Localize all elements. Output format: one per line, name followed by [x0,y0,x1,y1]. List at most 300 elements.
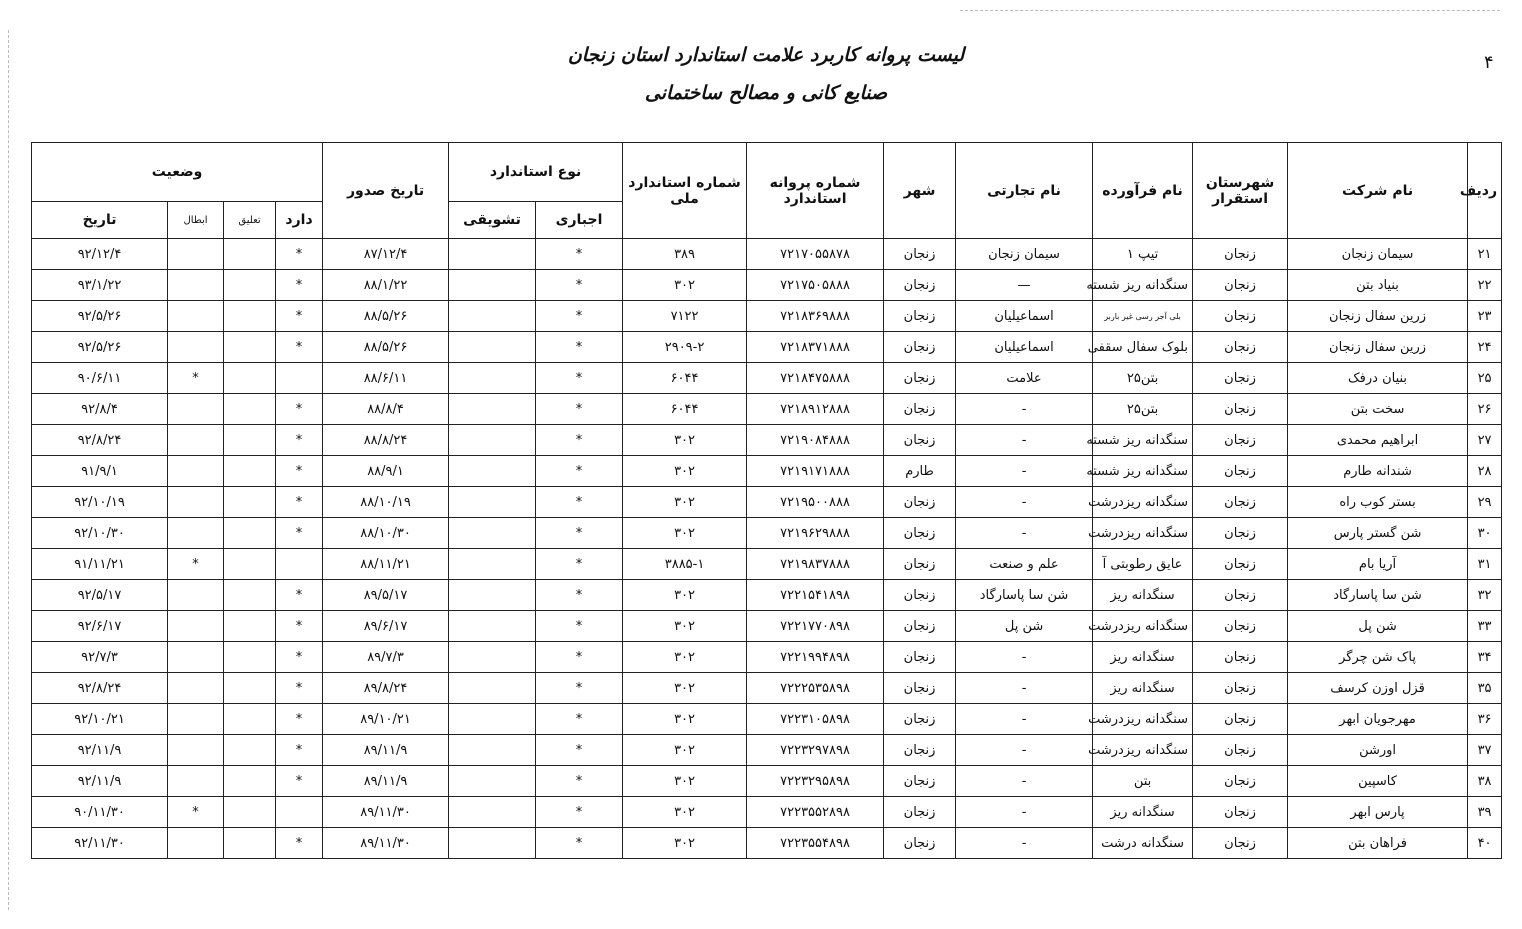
cell-incentive [449,766,536,797]
cell-status-revoked: * [168,549,224,580]
cell-company: شن سا پاسارگاد [1288,580,1468,611]
cell-city: زنجان [884,332,956,363]
cell-trade-name: - [956,456,1093,487]
cell-mandatory: * [536,270,623,301]
cell-row-no: ۳۹ [1468,797,1502,828]
cell-license-number: ۷۲۱۷۵۰۵۸۸۸ [747,270,884,301]
cell-status-revoked [168,642,224,673]
header-status: وضعیت [32,143,323,202]
cell-trade-name: علم و صنعت [956,549,1093,580]
cell-company: قزل اوزن کرسف [1288,673,1468,704]
cell-issue-date: ۸۸/۱۰/۱۹ [323,487,449,518]
cell-status-date: ۹۱/۹/۱ [32,456,168,487]
cell-county: زنجان [1193,642,1288,673]
cell-status-valid: * [276,766,323,797]
cell-standard-number: ۳۰۲ [623,425,747,456]
cell-license-number: ۷۲۱۹۰۸۴۸۸۸ [747,425,884,456]
cell-status-suspended [224,766,276,797]
cell-status-valid: * [276,394,323,425]
cell-status-date: ۹۲/۵/۲۶ [32,332,168,363]
cell-incentive [449,611,536,642]
cell-standard-number: ۳۰۲ [623,797,747,828]
cell-city: زنجان [884,766,956,797]
cell-status-suspended [224,456,276,487]
cell-status-revoked [168,487,224,518]
cell-product: تیپ ۱ [1093,239,1193,270]
cell-company: سیمان زنجان [1288,239,1468,270]
cell-standard-number: ۳۰۲ [623,828,747,859]
cell-license-number: ۷۲۲۳۲۹۷۸۹۸ [747,735,884,766]
cell-trade-name: - [956,828,1093,859]
cell-issue-date: ۸۹/۱۰/۲۱ [323,704,449,735]
cell-status-revoked [168,456,224,487]
cell-standard-number: ۶۰۴۴ [623,363,747,394]
cell-city: زنجان [884,704,956,735]
header-issue-date: تاریخ صدور [323,143,449,239]
cell-status-valid [276,363,323,394]
cell-mandatory: * [536,580,623,611]
cell-status-suspended [224,797,276,828]
cell-mandatory: * [536,394,623,425]
cell-city: زنجان [884,363,956,394]
table-row [32,394,1502,425]
cell-trade-name: - [956,766,1093,797]
cell-license-number: ۷۲۲۱۷۷۰۸۹۸ [747,611,884,642]
cell-status-date: ۹۲/۱۰/۱۹ [32,487,168,518]
cell-company: زرین سفال زنجان [1288,332,1468,363]
header-county: شهرستان استقرار [1193,143,1288,239]
cell-status-revoked: * [168,363,224,394]
cell-status-valid: * [276,828,323,859]
cell-incentive [449,828,536,859]
cell-product: سنگدانه ریزدرشت [1093,704,1193,735]
document-subtitle: صنایع کانی و مصالح ساختمانی [644,82,888,104]
cell-issue-date: ۸۹/۷/۳ [323,642,449,673]
cell-license-number: ۷۲۲۳۲۹۵۸۹۸ [747,766,884,797]
cell-row-no: ۲۹ [1468,487,1502,518]
cell-license-number: ۷۲۲۳۵۵۴۸۹۸ [747,828,884,859]
cell-product: سنگدانه ریز شسته [1093,270,1193,301]
cell-trade-name: - [956,487,1093,518]
cell-status-date: ۹۲/۵/۱۷ [32,580,168,611]
cell-status-suspended [224,735,276,766]
cell-standard-number: ۲۹۰۹-۲ [623,332,747,363]
cell-product: سنگدانه ریز شسته [1093,425,1193,456]
table-row [32,425,1502,456]
cell-status-date: ۹۲/۱۱/۹ [32,735,168,766]
cell-status-revoked [168,394,224,425]
cell-status-revoked [168,673,224,704]
header-status-date: تاریخ [32,202,168,239]
cell-license-number: ۷۲۱۹۱۷۱۸۸۸ [747,456,884,487]
cell-issue-date: ۸۸/۵/۲۶ [323,332,449,363]
cell-row-no: ۴۰ [1468,828,1502,859]
cell-row-no: ۳۶ [1468,704,1502,735]
cell-status-suspended [224,394,276,425]
cell-status-valid [276,549,323,580]
cell-company: شن پل [1288,611,1468,642]
header-standard: شماره استاندارد ملی [623,143,747,239]
cell-mandatory: * [536,642,623,673]
cell-status-date: ۹۰/۱۱/۳۰ [32,797,168,828]
cell-license-number: ۷۲۲۱۹۹۴۸۹۸ [747,642,884,673]
cell-city: زنجان [884,301,956,332]
cell-trade-name: - [956,673,1093,704]
cell-license-number: ۷۲۱۸۹۱۲۸۸۸ [747,394,884,425]
cell-status-revoked [168,828,224,859]
cell-status-revoked [168,766,224,797]
cell-product: سنگدانه ریز [1093,642,1193,673]
cell-company: فراهان بتن [1288,828,1468,859]
cell-status-date: ۹۲/۱۲/۴ [32,239,168,270]
cell-product: بتن۲۵ [1093,394,1193,425]
cell-standard-number: ۳۰۲ [623,270,747,301]
cell-county: زنجان [1193,518,1288,549]
cell-status-suspended [224,363,276,394]
cell-county: زنجان [1193,332,1288,363]
cell-status-suspended [224,673,276,704]
header-trade-name: نام تجارتی [956,143,1093,239]
cell-company: پارس ابهر [1288,797,1468,828]
cell-issue-date: ۸۹/۱۱/۹ [323,766,449,797]
cell-status-revoked [168,270,224,301]
cell-county: زنجان [1193,766,1288,797]
cell-issue-date: ۸۹/۵/۱۷ [323,580,449,611]
cell-mandatory: * [536,611,623,642]
cell-status-revoked [168,704,224,735]
cell-status-suspended [224,487,276,518]
cell-issue-date: ۸۸/۱۱/۲۱ [323,549,449,580]
cell-row-no: ۳۴ [1468,642,1502,673]
cell-issue-date: ۸۸/۱/۲۲ [323,270,449,301]
cell-county: زنجان [1193,673,1288,704]
cell-license-number: ۷۲۱۸۴۷۵۸۸۸ [747,363,884,394]
cell-license-number: ۷۲۱۷۰۵۵۸۷۸ [747,239,884,270]
cell-incentive [449,642,536,673]
cell-row-no: ۲۸ [1468,456,1502,487]
cell-company: شندانه طارم [1288,456,1468,487]
cell-status-valid [276,797,323,828]
cell-county: زنجان [1193,301,1288,332]
cell-product: سنگدانه ریزدرشت [1093,487,1193,518]
cell-company: بستر کوب راه [1288,487,1468,518]
cell-product: سنگدانه ریزدرشت [1093,518,1193,549]
cell-standard-number: ۳۰۲ [623,611,747,642]
cell-county: زنجان [1193,270,1288,301]
cell-trade-name: — [956,270,1093,301]
cell-status-valid: * [276,735,323,766]
cell-city: زنجان [884,394,956,425]
cell-status-suspended [224,332,276,363]
cell-status-valid: * [276,270,323,301]
cell-trade-name: اسماعیلیان [956,332,1093,363]
cell-issue-date: ۸۹/۱۱/۳۰ [323,828,449,859]
cell-city: زنجان [884,239,956,270]
cell-row-no: ۳۱ [1468,549,1502,580]
table-row [32,239,1502,270]
cell-county: زنجان [1193,487,1288,518]
cell-issue-date: ۸۸/۸/۲۴ [323,425,449,456]
cell-standard-number: ۳۰۲ [623,766,747,797]
cell-incentive [449,270,536,301]
cell-mandatory: * [536,766,623,797]
cell-incentive [449,332,536,363]
cell-status-date: ۹۲/۱۰/۲۱ [32,704,168,735]
cell-status-date: ۹۲/۸/۴ [32,394,168,425]
cell-city: طارم [884,456,956,487]
cell-product: بلی آجر رسی غیر باربر [1093,301,1193,332]
cell-incentive [449,797,536,828]
cell-row-no: ۲۴ [1468,332,1502,363]
cell-status-valid: * [276,332,323,363]
header-row-no: ردیف [1468,143,1502,239]
cell-incentive [449,239,536,270]
cell-license-number: ۷۲۲۳۱۰۵۸۹۸ [747,704,884,735]
cell-mandatory: * [536,487,623,518]
cell-issue-date: ۸۸/۶/۱۱ [323,363,449,394]
table-row [32,270,1502,301]
table-row [32,363,1502,394]
cell-status-valid: * [276,673,323,704]
cell-status-date: ۹۱/۱۱/۲۱ [32,549,168,580]
cell-mandatory: * [536,797,623,828]
header-incentive: تشویقی [449,202,536,239]
cell-license-number: ۷۲۲۱۵۴۱۸۹۸ [747,580,884,611]
cell-trade-name: - [956,518,1093,549]
cell-status-revoked [168,611,224,642]
cell-license-number: ۷۲۱۸۳۶۹۸۸۸ [747,301,884,332]
cell-incentive [449,704,536,735]
cell-company: پاک شن چرگر [1288,642,1468,673]
cell-county: زنجان [1193,363,1288,394]
cell-company: آریا بام [1288,549,1468,580]
cell-standard-number: ۶۰۴۴ [623,394,747,425]
cell-standard-number: ۳۰۲ [623,487,747,518]
table-row [32,487,1502,518]
cell-mandatory: * [536,363,623,394]
license-table-body [32,239,1502,859]
cell-row-no: ۲۶ [1468,394,1502,425]
table-row [32,766,1502,797]
cell-trade-name: شن پل [956,611,1093,642]
cell-county: زنجان [1193,456,1288,487]
cell-status-valid: * [276,425,323,456]
cell-status-valid: * [276,456,323,487]
cell-status-revoked [168,518,224,549]
cell-row-no: ۲۲ [1468,270,1502,301]
cell-company: بنیان درفک [1288,363,1468,394]
table-row [32,704,1502,735]
cell-row-no: ۳۲ [1468,580,1502,611]
cell-county: زنجان [1193,425,1288,456]
cell-incentive [449,456,536,487]
cell-product: سنگدانه ریز [1093,673,1193,704]
cell-standard-number: ۳۰۲ [623,456,747,487]
cell-company: شن گستر پارس [1288,518,1468,549]
cell-standard-number: ۳۸۹ [623,239,747,270]
cell-standard-number: ۳۸۸۵-۱ [623,549,747,580]
cell-trade-name: اسماعیلیان [956,301,1093,332]
cell-incentive [449,735,536,766]
cell-mandatory: * [536,332,623,363]
cell-company: مهرجویان ابهر [1288,704,1468,735]
cell-product: سنگدانه درشت [1093,828,1193,859]
cell-status-date: ۹۲/۱۰/۳۰ [32,518,168,549]
cell-status-valid: * [276,704,323,735]
cell-status-valid: * [276,611,323,642]
table-row [32,580,1502,611]
cell-city: زنجان [884,735,956,766]
cell-license-number: ۷۲۱۹۸۳۷۸۸۸ [747,549,884,580]
cell-status-valid: * [276,301,323,332]
cell-mandatory: * [536,549,623,580]
cell-status-revoked [168,332,224,363]
cell-license-number: ۷۲۱۸۳۷۱۸۸۸ [747,332,884,363]
cell-city: زنجان [884,642,956,673]
license-table [31,142,1502,859]
cell-city: زنجان [884,518,956,549]
cell-product: سنگدانه ریزدرشت [1093,611,1193,642]
cell-status-date: ۹۲/۸/۲۴ [32,673,168,704]
cell-county: زنجان [1193,239,1288,270]
table-row [32,735,1502,766]
cell-row-no: ۳۷ [1468,735,1502,766]
cell-product: سنگدانه ریزدرشت [1093,735,1193,766]
cell-trade-name: - [956,425,1093,456]
header-company: نام شرکت [1288,143,1468,239]
cell-status-valid: * [276,487,323,518]
cell-issue-date: ۸۸/۸/۴ [323,394,449,425]
cell-standard-number: ۳۰۲ [623,580,747,611]
cell-city: زنجان [884,797,956,828]
cell-status-revoked [168,301,224,332]
cell-city: زنجان [884,580,956,611]
cell-product: بتن [1093,766,1193,797]
cell-row-no: ۲۵ [1468,363,1502,394]
table-row [32,301,1502,332]
cell-status-suspended [224,580,276,611]
cell-mandatory: * [536,828,623,859]
cell-row-no: ۲۳ [1468,301,1502,332]
table-row [32,456,1502,487]
cell-status-suspended [224,704,276,735]
cell-status-revoked [168,425,224,456]
table-row [32,673,1502,704]
cell-status-date: ۹۳/۱/۲۲ [32,270,168,301]
cell-county: زنجان [1193,394,1288,425]
cell-status-valid: * [276,580,323,611]
table-row [32,332,1502,363]
table-row [32,828,1502,859]
scan-artifact-top [960,10,1500,11]
cell-incentive [449,301,536,332]
page-number: ۴ [1484,52,1494,73]
cell-status-suspended [224,611,276,642]
cell-status-suspended [224,518,276,549]
cell-incentive [449,425,536,456]
cell-county: زنجان [1193,611,1288,642]
cell-standard-number: ۳۰۲ [623,642,747,673]
cell-status-date: ۹۲/۶/۱۷ [32,611,168,642]
cell-row-no: ۳۵ [1468,673,1502,704]
cell-city: زنجان [884,611,956,642]
cell-product: سنگدانه ریز [1093,580,1193,611]
cell-incentive [449,549,536,580]
header-status-revoked: ابطال [168,202,224,239]
cell-mandatory: * [536,425,623,456]
cell-county: زنجان [1193,580,1288,611]
cell-license-number: ۷۲۲۲۵۳۵۸۹۸ [747,673,884,704]
cell-status-date: ۹۲/۱۱/۳۰ [32,828,168,859]
table-row [32,549,1502,580]
cell-product: سنگدانه ریز شسته [1093,456,1193,487]
cell-license-number: ۷۲۱۹۶۲۹۸۸۸ [747,518,884,549]
cell-trade-name: - [956,704,1093,735]
cell-status-suspended [224,828,276,859]
cell-trade-name: - [956,797,1093,828]
cell-status-suspended [224,301,276,332]
cell-status-suspended [224,270,276,301]
cell-mandatory: * [536,456,623,487]
cell-row-no: ۲۱ [1468,239,1502,270]
cell-status-date: ۹۲/۷/۳ [32,642,168,673]
cell-status-valid: * [276,642,323,673]
cell-status-revoked: * [168,797,224,828]
header-city: شهر [884,143,956,239]
cell-company: سخت بتن [1288,394,1468,425]
cell-city: زنجان [884,270,956,301]
cell-incentive [449,394,536,425]
cell-incentive [449,580,536,611]
cell-mandatory: * [536,301,623,332]
table-row [32,797,1502,828]
cell-company: ابراهیم محمدی [1288,425,1468,456]
cell-issue-date: ۸۸/۵/۲۶ [323,301,449,332]
cell-issue-date: ۸۸/۹/۱ [323,456,449,487]
header-status-valid: دارد [276,202,323,239]
cell-standard-number: ۳۰۲ [623,673,747,704]
cell-trade-name: علامت [956,363,1093,394]
cell-standard-number: ۳۰۲ [623,704,747,735]
document-title: لیست پروانه کاربرد علامت استاندارد استان زنجان [567,44,965,66]
cell-city: زنجان [884,487,956,518]
cell-issue-date: ۸۷/۱۲/۴ [323,239,449,270]
cell-status-date: ۹۰/۶/۱۱ [32,363,168,394]
cell-row-no: ۲۷ [1468,425,1502,456]
cell-mandatory: * [536,673,623,704]
header-license: شماره پروانه استاندارد [747,143,884,239]
header-status-suspended: تعلیق [224,202,276,239]
cell-mandatory: * [536,239,623,270]
cell-incentive [449,363,536,394]
cell-mandatory: * [536,704,623,735]
cell-county: زنجان [1193,704,1288,735]
cell-status-revoked [168,580,224,611]
cell-status-revoked [168,239,224,270]
cell-status-suspended [224,425,276,456]
cell-issue-date: ۸۹/۶/۱۷ [323,611,449,642]
cell-standard-number: ۳۰۲ [623,735,747,766]
cell-license-number: ۷۲۱۹۵۰۰۸۸۸ [747,487,884,518]
cell-trade-name: - [956,642,1093,673]
cell-company: کاسپین [1288,766,1468,797]
cell-incentive [449,518,536,549]
cell-issue-date: ۸۹/۱۱/۹ [323,735,449,766]
cell-city: زنجان [884,828,956,859]
cell-county: زنجان [1193,549,1288,580]
cell-product: سنگدانه ریز [1093,797,1193,828]
cell-incentive [449,487,536,518]
